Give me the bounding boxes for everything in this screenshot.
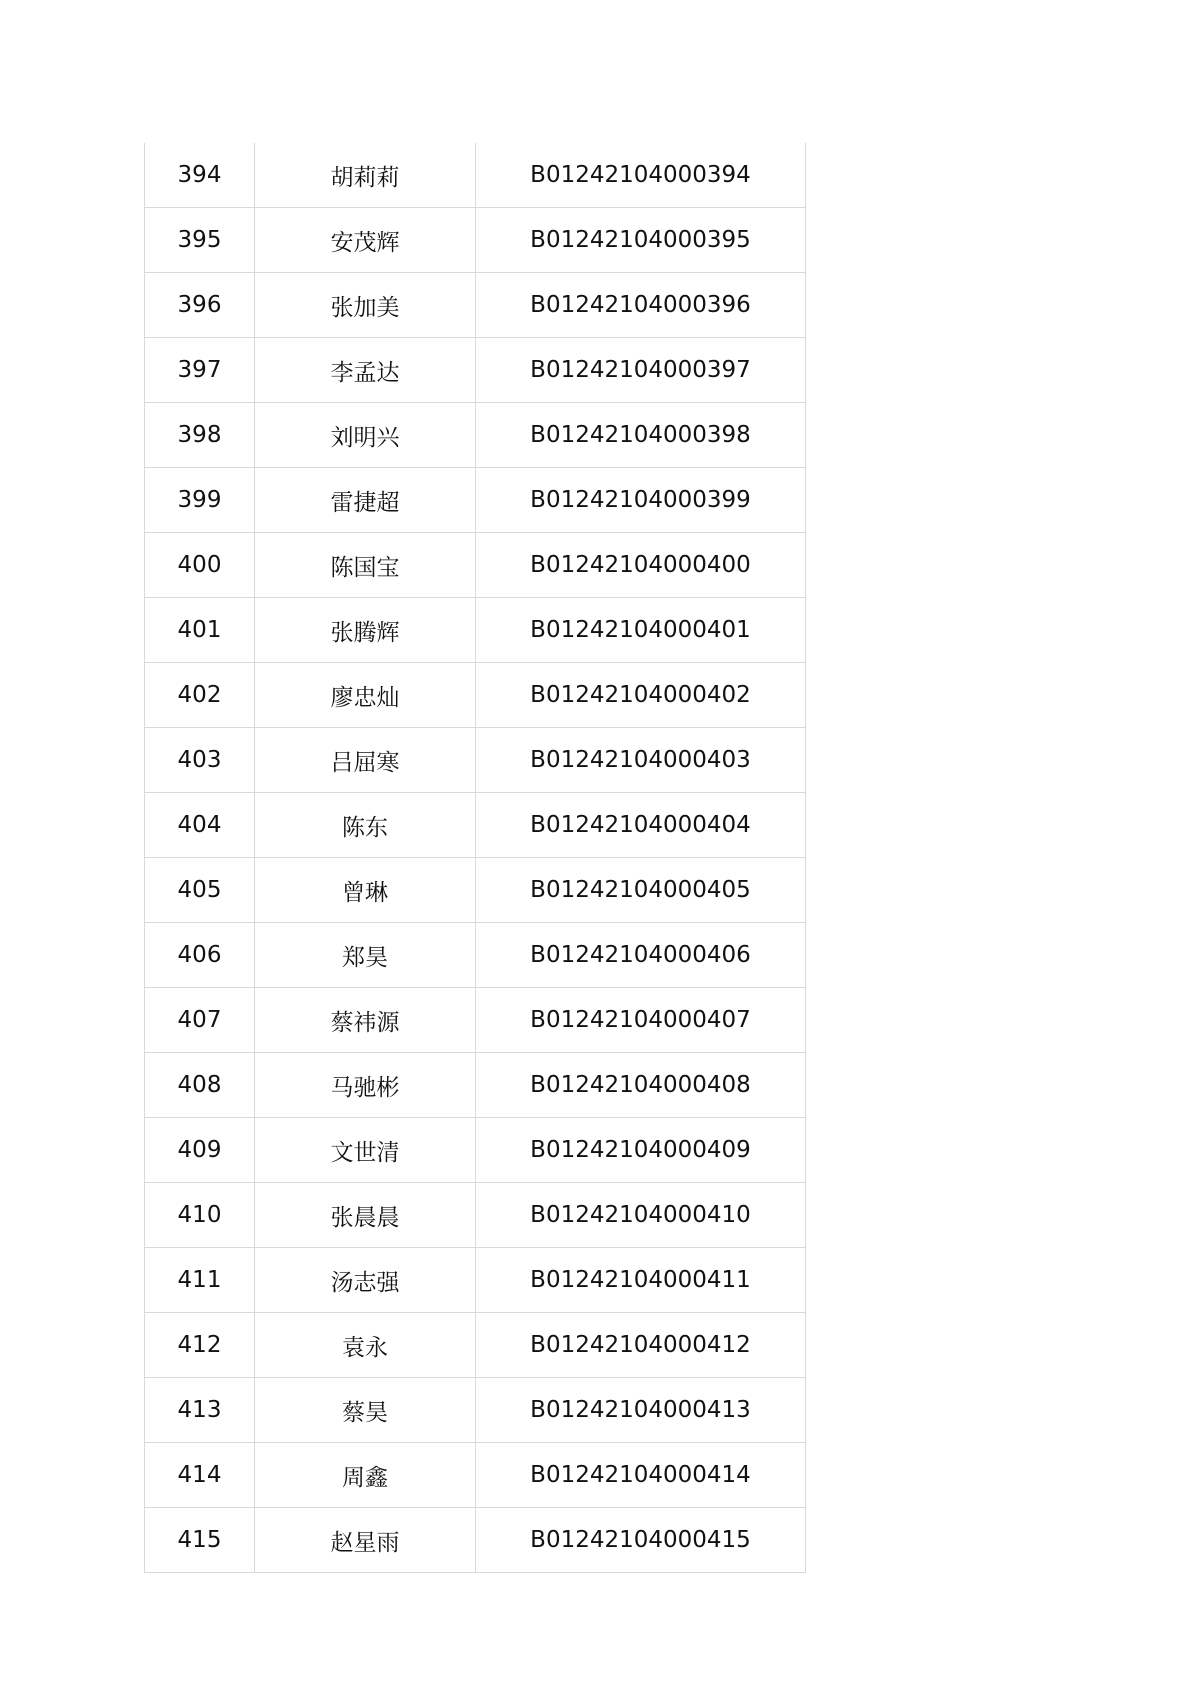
registration-id-cell: B01242104000397 bbox=[476, 338, 806, 403]
registration-id-cell: B01242104000408 bbox=[476, 1053, 806, 1118]
roster-table bbox=[144, 143, 806, 1573]
table-row bbox=[145, 858, 806, 923]
registration-id-cell: B01242104000401 bbox=[476, 598, 806, 663]
registration-id-cell: B01242104000411 bbox=[476, 1248, 806, 1313]
name-cell: 郑昊 bbox=[255, 923, 476, 988]
table-row bbox=[145, 728, 806, 793]
name-cell: 袁永 bbox=[255, 1313, 476, 1378]
row-number-cell: 410 bbox=[145, 1183, 255, 1248]
table-row bbox=[145, 1313, 806, 1378]
name-cell: 曾琳 bbox=[255, 858, 476, 923]
table-row bbox=[145, 663, 806, 728]
name-cell: 文世清 bbox=[255, 1118, 476, 1183]
registration-id-cell: B01242104000412 bbox=[476, 1313, 806, 1378]
table-row bbox=[145, 1118, 806, 1183]
row-number-cell: 397 bbox=[145, 338, 255, 403]
table-row bbox=[145, 143, 806, 208]
row-number-cell: 394 bbox=[145, 143, 255, 208]
registration-id-cell: B01242104000402 bbox=[476, 663, 806, 728]
row-number-cell: 402 bbox=[145, 663, 255, 728]
table-row bbox=[145, 273, 806, 338]
registration-id-cell: B01242104000404 bbox=[476, 793, 806, 858]
registration-id-cell: B01242104000405 bbox=[476, 858, 806, 923]
name-cell: 吕屈寒 bbox=[255, 728, 476, 793]
name-cell: 雷捷超 bbox=[255, 468, 476, 533]
row-number-cell: 398 bbox=[145, 403, 255, 468]
name-cell: 张腾辉 bbox=[255, 598, 476, 663]
table-row bbox=[145, 988, 806, 1053]
row-number-cell: 412 bbox=[145, 1313, 255, 1378]
name-cell: 廖忠灿 bbox=[255, 663, 476, 728]
row-number-cell: 399 bbox=[145, 468, 255, 533]
registration-id-cell: B01242104000400 bbox=[476, 533, 806, 598]
table-row bbox=[145, 1378, 806, 1443]
name-cell: 胡莉莉 bbox=[255, 143, 476, 208]
name-cell: 陈国宝 bbox=[255, 533, 476, 598]
registration-id-cell: B01242104000410 bbox=[476, 1183, 806, 1248]
registration-id-cell: B01242104000396 bbox=[476, 273, 806, 338]
table-row bbox=[145, 598, 806, 663]
name-cell: 刘明兴 bbox=[255, 403, 476, 468]
row-number-cell: 395 bbox=[145, 208, 255, 273]
name-cell: 张晨晨 bbox=[255, 1183, 476, 1248]
row-number-cell: 411 bbox=[145, 1248, 255, 1313]
row-number-cell: 405 bbox=[145, 858, 255, 923]
registration-id-cell: B01242104000394 bbox=[476, 143, 806, 208]
registration-id-cell: B01242104000395 bbox=[476, 208, 806, 273]
name-cell: 陈东 bbox=[255, 793, 476, 858]
table-row bbox=[145, 533, 806, 598]
row-number-cell: 404 bbox=[145, 793, 255, 858]
row-number-cell: 414 bbox=[145, 1443, 255, 1508]
row-number-cell: 408 bbox=[145, 1053, 255, 1118]
name-cell: 马驰彬 bbox=[255, 1053, 476, 1118]
roster-table-body bbox=[145, 143, 806, 1573]
name-cell: 李孟达 bbox=[255, 338, 476, 403]
table-row bbox=[145, 1248, 806, 1313]
table-row bbox=[145, 923, 806, 988]
registration-id-cell: B01242104000415 bbox=[476, 1508, 806, 1573]
row-number-cell: 403 bbox=[145, 728, 255, 793]
row-number-cell: 400 bbox=[145, 533, 255, 598]
name-cell: 张加美 bbox=[255, 273, 476, 338]
registration-id-cell: B01242104000399 bbox=[476, 468, 806, 533]
table-row bbox=[145, 1508, 806, 1573]
table-row bbox=[145, 208, 806, 273]
table-row bbox=[145, 1443, 806, 1508]
name-cell: 安茂辉 bbox=[255, 208, 476, 273]
name-cell: 蔡祎源 bbox=[255, 988, 476, 1053]
table-row bbox=[145, 1183, 806, 1248]
row-number-cell: 409 bbox=[145, 1118, 255, 1183]
registration-id-cell: B01242104000403 bbox=[476, 728, 806, 793]
table-row bbox=[145, 1053, 806, 1118]
registration-id-cell: B01242104000398 bbox=[476, 403, 806, 468]
table-row bbox=[145, 403, 806, 468]
row-number-cell: 396 bbox=[145, 273, 255, 338]
name-cell: 赵星雨 bbox=[255, 1508, 476, 1573]
row-number-cell: 406 bbox=[145, 923, 255, 988]
name-cell: 蔡昊 bbox=[255, 1378, 476, 1443]
row-number-cell: 415 bbox=[145, 1508, 255, 1573]
row-number-cell: 413 bbox=[145, 1378, 255, 1443]
name-cell: 周鑫 bbox=[255, 1443, 476, 1508]
row-number-cell: 401 bbox=[145, 598, 255, 663]
registration-id-cell: B01242104000414 bbox=[476, 1443, 806, 1508]
registration-id-cell: B01242104000413 bbox=[476, 1378, 806, 1443]
registration-id-cell: B01242104000407 bbox=[476, 988, 806, 1053]
table-row bbox=[145, 793, 806, 858]
registration-id-cell: B01242104000409 bbox=[476, 1118, 806, 1183]
registration-id-cell: B01242104000406 bbox=[476, 923, 806, 988]
name-cell: 汤志强 bbox=[255, 1248, 476, 1313]
table-row bbox=[145, 338, 806, 403]
row-number-cell: 407 bbox=[145, 988, 255, 1053]
table-row bbox=[145, 468, 806, 533]
